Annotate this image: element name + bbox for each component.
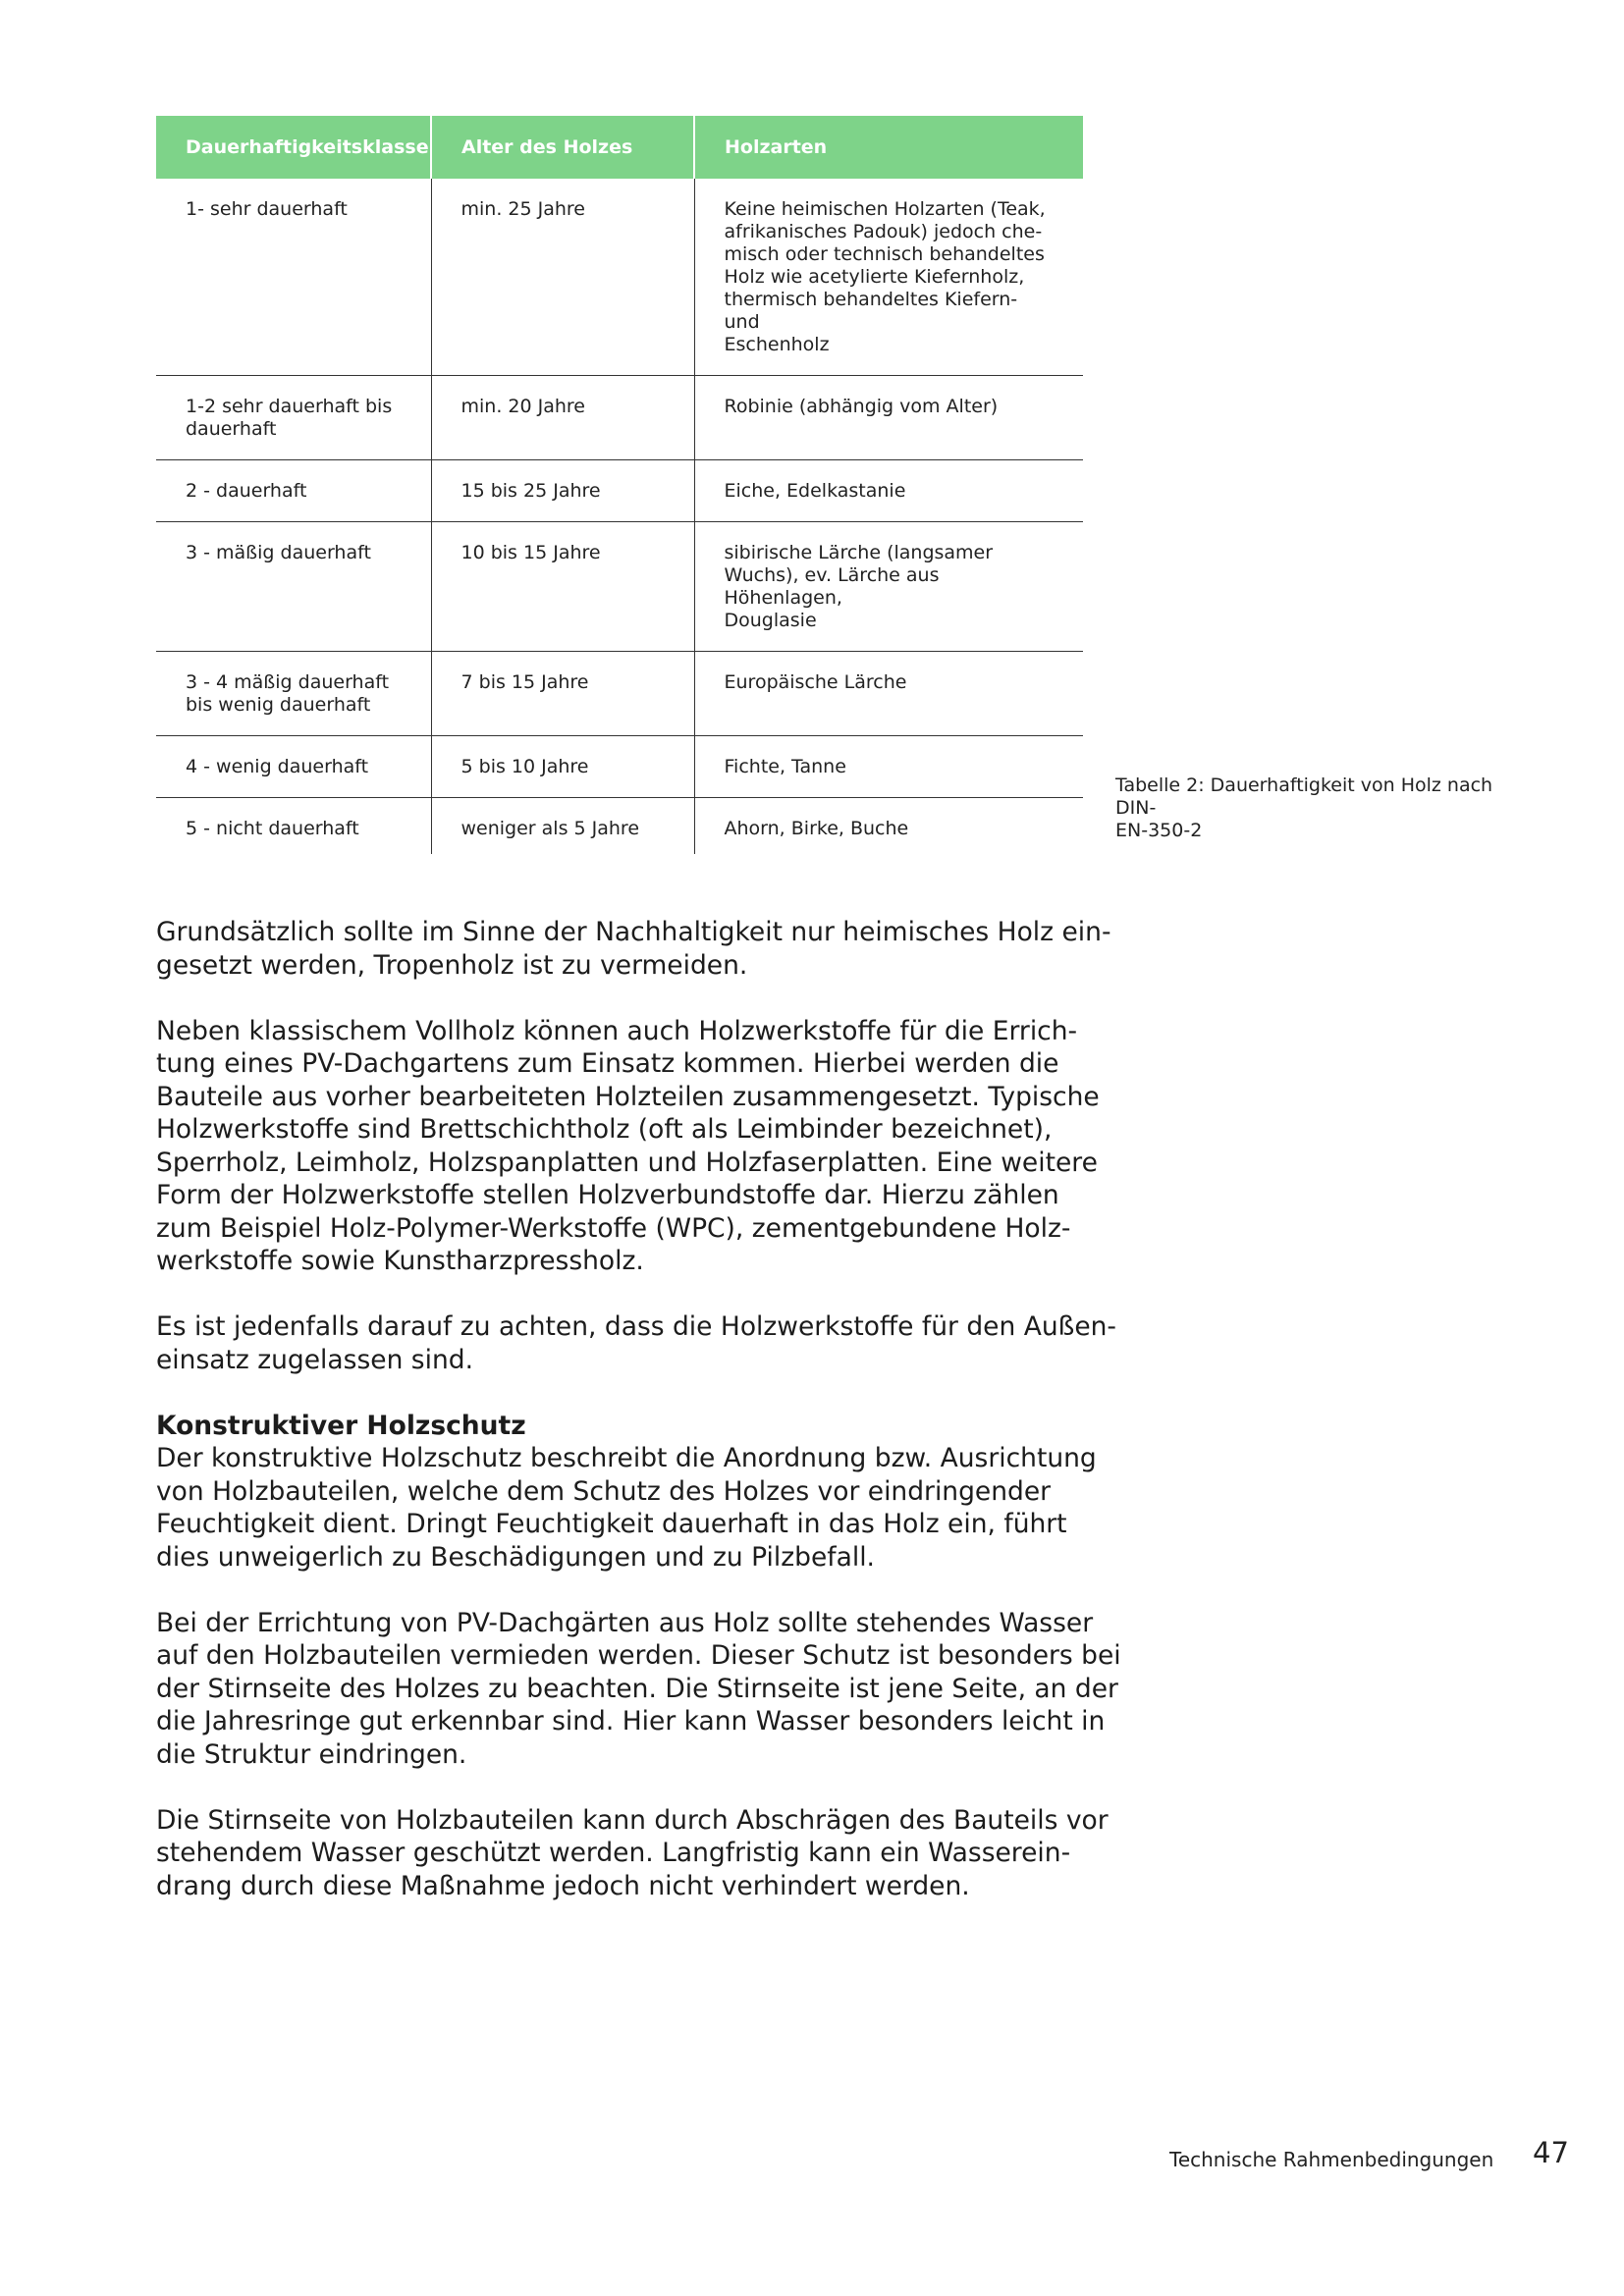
cell-durability-class: 2 - dauerhaft (156, 460, 431, 522)
cell-wood-age: min. 20 Jahre (431, 376, 694, 460)
paragraph-constructive-protection: Konstruktiver Holzschutz Der konstruktive Holzschutz beschreibt die Anordnung bzw. Ausrichtung von Holzbauteilen, welche dem Schutz des Holzes vor eindringender Feuchtigkeit dient. Dringt Feuchtigkeit dauerhaft in das Holz ein, führt dies unweigerlich zu Beschädigungen und zu Pilzbefall. (156, 1410, 1109, 1575)
cell-durability-class: 3 - mäßig dauerhaft (156, 522, 431, 652)
cell-durability-class: 5 - nicht dauerhaft (186, 818, 359, 839)
cell-wood-species: Robinie (abhängig vom Alter) (694, 376, 1083, 460)
header-durability-class: Dauerhaftigkeitsklasse (156, 116, 431, 179)
durability-table (156, 116, 1083, 854)
page-number: 47 (1533, 2136, 1569, 2169)
table-row (156, 522, 1083, 652)
cell-wood-species: Keine heimischen Holzarten (Teak, afrikanisches Padouk) jedoch che- misch oder technisch behandeltes Holz wie acetylierte Kiefernholz, thermisch behandeltes Kiefern- und Eschenholz (694, 179, 1083, 376)
paragraph-end-grain: Die Stirnseite von Holzbauteilen kann durch Abschrägen des Bauteils vor stehendem Wasser geschützt werden. Langfristig kann ein Wasserein- drang durch diese Maßnahme jedoch nicht verhindert werden. (156, 1804, 1109, 1901)
table-row (156, 460, 1083, 522)
table-row (156, 736, 1083, 798)
table-row (156, 798, 1083, 855)
paragraph-standing-water: Bei der Errichtung von PV-Dachgärten aus Holz sollte stehendes Wasser auf den Holzbauteilen vermieden werden. Dieser Schutz ist besonders bei der Stirnseite des Holzes zu beachten. Die Stirnseite ist jene Seite, an der die Jahresringe gut erkennbar sind. Hier kann Wasser besonders leicht in die Struktur eindringen. (156, 1607, 1121, 1770)
cell-wood-age: 10 bis 15 Jahre (431, 522, 694, 652)
cell-durability-class: 1- sehr dauerhaft (156, 179, 431, 376)
cell-durability-class: 3 - 4 mäßig dauerhaft bis wenig dauerhaft (156, 652, 431, 736)
cell-wood-species: sibirische Lärche (langsamer Wuchs), ev. Lärche aus Höhenlagen, Douglasie (694, 522, 1083, 652)
body-text (156, 916, 1121, 1936)
cell-wood-age: 5 bis 10 Jahre (431, 736, 694, 798)
paragraph-outdoor-approval: Es ist jedenfalls darauf zu achten, dass die Holzwerkstoffe für den Außen- einsatz zugelassen sind. (156, 1311, 1116, 1375)
cell-wood-age: 7 bis 15 Jahre (431, 652, 694, 736)
paragraph-wood-materials: Neben klassischem Vollholz können auch Holzwerkstoffe für die Errich- tung eines PV-Dachgartens zum Einsatz kommen. Hierbei werden die Bauteile aus vorher bearbeiteten Holzteilen zusammengesetzt. Typische Holzwerkstoffe sind Brettschichtholz (oft als Leimbinder bezeichnet), Sperrholz, Leimholz, Holzspanplatten und Holzfaserplatten. Eine weitere Form der Holzwerkstoffe stellen Holzverbundstoffe dar. Hierzu zählen zum Beispiel Holz-Polymer-Werkstoffe (WPC), zementgebundene Holz- werkstoffe sowie Kunstharzpressholz. (156, 1015, 1100, 1276)
table-caption: Tabelle 2: Dauerhaftigkeit von Holz nach DIN- EN-350-2 (1115, 774, 1493, 841)
table-row (156, 179, 1083, 376)
header-wood-species: Holzarten (694, 116, 1083, 179)
footer-section-title: Technische Rahmenbedingungen (1169, 2148, 1494, 2171)
cell-wood-species: Fichte, Tanne (694, 736, 1083, 798)
header-wood-age: Alter des Holzes (431, 116, 694, 179)
cell-wood-species: Europäische Lärche (694, 652, 1083, 736)
cell-wood-age: min. 25 Jahre (431, 179, 694, 376)
cell-wood-age: weniger als 5 Jahre (431, 798, 694, 855)
cell-durability-class: 1-2 sehr dauerhaft bis dauerhaft (156, 376, 431, 460)
table-row (156, 652, 1083, 736)
paragraph-native-wood: Grundsätzlich sollte im Sinne der Nachhaltigkeit nur heimisches Holz ein- gesetzt werden, Tropenholz ist zu vermeiden. (156, 917, 1111, 981)
cell-wood-species: Ahorn, Birke, Buche (694, 798, 1083, 855)
cell-wood-species: Eiche, Edelkastanie (694, 460, 1083, 522)
cell-wood-age: 15 bis 25 Jahre (431, 460, 694, 522)
section-heading: Konstruktiver Holzschutz (156, 1410, 526, 1441)
table-row (156, 376, 1083, 460)
cell-durability-class: 4 - wenig dauerhaft (156, 736, 431, 798)
table-header-row (156, 116, 1083, 179)
